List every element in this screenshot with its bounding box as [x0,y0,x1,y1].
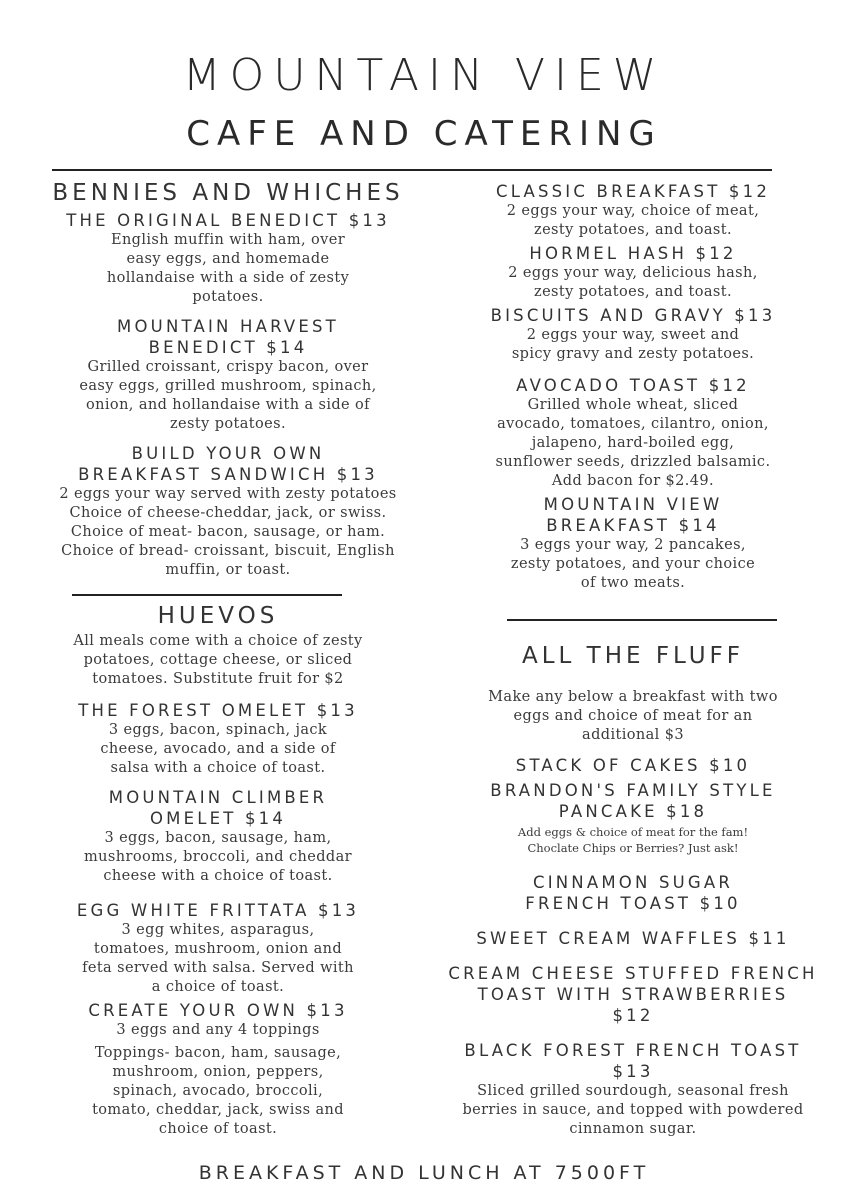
item-title-avocado-toast: AVOCADO TOAST $12 [516,376,750,395]
item-title-cinnamon-sugar: CINNAMON SUGAR [532,873,734,892]
section-title-bennies: BENNIES AND WHICHES [52,180,404,206]
item-title-mountain-view-breakfast-2: BREAKFAST $14 [546,516,720,535]
section-note-line: All meals come with a choice of zesty [73,633,363,649]
item-title-classic-breakfast: CLASSIC BREAKFAST $12 [495,182,771,201]
top-divider [52,169,772,171]
item-desc-line: 3 eggs and any 4 toppings [116,1022,320,1038]
item-desc-line: potatoes. [192,289,264,305]
section-note-line: tomatoes. Substitute fruit for $2 [92,671,344,687]
item-title-mountain-climber-2: OMELET $14 [149,809,287,828]
item-title-sweet-cream-waffles: SWEET CREAM WAFFLES $11 [476,929,790,948]
item-title-brandons-pancake-2: PANCAKE $18 [558,802,708,821]
section-title-huevos: HUEVOS [157,603,279,629]
item-desc-line: Choclate Chips or Berries? Just ask! [527,841,739,855]
item-title-stack-of-cakes: STACK OF CAKES $10 [515,756,751,775]
section-note-line: eggs and choice of meat for an [513,708,753,724]
item-desc-line: Toppings- bacon, ham, sausage, [94,1045,342,1061]
item-desc-line: 3 eggs your way, 2 pancakes, [520,537,746,553]
right-column [438,181,828,593]
item-desc-line: salsa with a choice of toast. [110,760,326,776]
item-desc-line: cinnamon sugar. [569,1121,697,1137]
item-desc-line: 2 eggs your way served with zesty potatoes [59,486,397,502]
item-title-original-benedict: THE ORIGINAL BENEDICT $13 [66,211,390,230]
footer-tagline: BREAKFAST AND LUNCH AT 7500FT [198,1162,650,1184]
menu-subtitle: CAFE AND CATERING [186,114,662,154]
item-desc-line: 3 eggs, bacon, sausage, ham, [104,830,332,846]
item-title-build-your-own: BUILD YOUR OWN [131,444,325,463]
item-title-cream-cheese-french-toast-2: TOAST WITH STRAWBERRIES [477,985,789,1004]
item-desc-line: tomato, cheddar, jack, swiss and [92,1102,344,1118]
item-desc-line: English muffin with ham, over [110,232,346,248]
item-desc-line: cheese, avocado, and a side of [100,741,336,757]
item-desc-line: cheese with a choice of toast. [103,868,333,884]
left-column-huevos [18,602,418,1139]
section-title-all-the-fluff: ALL THE FLUFF [521,643,745,669]
item-desc-line: 3 eggs, bacon, spinach, jack [108,722,328,738]
item-title-brandons-pancake: BRANDON'S FAMILY STYLE [490,781,776,800]
item-desc-line: Sliced grilled sourdough, seasonal fresh [477,1083,789,1099]
section-note-line: additional $3 [582,727,684,743]
section-note-line: Make any below a breakfast with two [488,689,778,705]
item-desc-line: Choice of cheese-cheddar, jack, or swiss. [69,505,387,521]
item-title-black-forest-french-toast: BLACK FOREST FRENCH TOAST [464,1041,802,1060]
item-desc-line: Grilled whole wheat, sliced [527,397,739,413]
item-title-cream-cheese-french-toast: CREAM CHEESE STUFFED FRENCH [448,964,818,983]
item-desc-line: hollandaise with a side of zesty [106,270,350,286]
item-title-mountain-harvest: MOUNTAIN HARVEST [117,317,339,336]
item-desc-line: feta served with salsa. Served with [82,960,354,976]
item-title-egg-white-frittata: EGG WHITE FRITTATA $13 [76,901,360,920]
item-title-cinnamon-sugar-2: FRENCH TOAST $10 [525,894,741,913]
item-title-cream-cheese-french-toast-3: $12 [612,1006,654,1025]
item-desc-line: berries in sauce, and topped with powdered [462,1102,804,1118]
item-desc-line: mushrooms, broccoli, and cheddar [84,849,352,865]
item-title-mountain-climber: MOUNTAIN CLIMBER [108,788,328,807]
item-desc-line: Choice of bread- croissant, biscuit, English [61,543,395,559]
item-desc-line: spinach, avocado, broccoli, [112,1083,324,1099]
item-desc-line: Add bacon for $2.49. [551,473,715,489]
item-desc-line: a choice of toast. [151,979,285,995]
item-desc-line: tomatoes, mushroom, onion and [93,941,343,957]
item-title-mountain-view-breakfast: MOUNTAIN VIEW [543,495,723,514]
left-column [28,176,428,580]
item-title-hormel-hash: HORMEL HASH $12 [529,244,737,263]
item-title-forest-omelet: THE FOREST OMELET $13 [78,701,358,720]
item-desc-line: zesty potatoes, and toast. [534,284,732,300]
item-desc-line: spicy gravy and zesty potatoes. [511,346,755,362]
item-desc-line: Choice of meat- bacon, sausage, or ham. [70,524,386,540]
section-note-line: potatoes, cottage cheese, or sliced [83,652,353,668]
item-desc-line: mushroom, onion, peppers, [112,1064,324,1080]
menu-title: MOUNTAIN VIEW [182,50,666,101]
item-desc-line: avocado, tomatoes, cilantro, onion, [497,416,769,432]
item-desc-line: zesty potatoes, and your choice [510,556,756,572]
item-desc-line: easy eggs, grilled mushroom, spinach, [79,378,377,394]
item-desc-line: choice of toast. [158,1121,278,1137]
item-title-mountain-harvest-2: BENEDICT $14 [148,338,308,357]
item-desc-line: zesty potatoes, and toast. [534,222,732,238]
item-desc-line: zesty potatoes. [170,416,286,432]
left-divider [72,594,342,596]
item-title-black-forest-french-toast-2: $13 [612,1062,654,1081]
item-desc-line: of two meats. [580,575,686,591]
item-desc-line: onion, and hollandaise with a side of [86,397,370,413]
item-desc-line: 3 egg whites, asparagus, [121,922,315,938]
item-desc-line: jalapeno, hard-boiled egg, [531,435,735,451]
item-title-build-your-own-2: BREAKFAST SANDWICH $13 [78,465,378,484]
item-desc-line: Grilled croissant, crispy bacon, over [87,359,369,375]
right-column-fluff [438,642,828,1139]
item-desc-line: sunflower seeds, drizzled balsamic. [495,454,771,470]
item-desc-line: 2 eggs your way, delicious hash, [508,265,758,281]
item-title-biscuits-gravy: BISCUITS AND GRAVY $13 [490,306,776,325]
item-desc-line: easy eggs, and homemade [126,251,330,267]
item-title-create-your-own: CREATE YOUR OWN $13 [88,1001,348,1020]
right-divider [507,619,777,621]
item-desc-line: Add eggs & choice of meat for the fam! [517,825,749,839]
item-desc-line: 2 eggs your way, sweet and [526,327,740,343]
item-desc-line: muffin, or toast. [165,562,291,578]
item-desc-line: 2 eggs your way, choice of meat, [506,203,760,219]
